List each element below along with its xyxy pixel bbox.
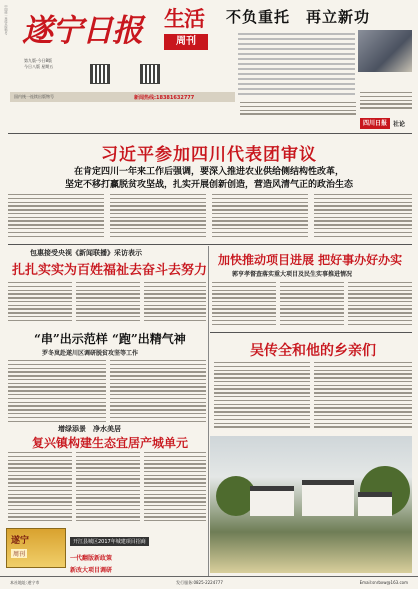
masthead-meta (24, 58, 53, 70)
promo-line: 新改大项目调研 (70, 567, 113, 574)
feature-body (314, 362, 412, 430)
column-divider (208, 246, 209, 576)
divider (8, 244, 412, 245)
editorial-source-badge (360, 118, 405, 129)
editorial-text-side (360, 92, 412, 111)
story-body (76, 282, 140, 324)
divider (8, 133, 412, 134)
lead-deck: 在肯定四川一年来工作后强调，要深入推进农业供给侧结构性改革， (73, 167, 344, 177)
footer-left: 本社地址:遂宁市 (10, 580, 40, 585)
story-body (348, 282, 412, 327)
promo-badge (6, 528, 66, 568)
editorial-headline: 不负重托 再立新功 (226, 8, 371, 26)
editorial-photo (358, 30, 412, 72)
story-body (144, 282, 206, 324)
masthead-side-notes: 中国统一连续出版物号 (4, 5, 8, 35)
story-headline: 扎扎实实为百姓福祉去奋斗去努力 (12, 263, 208, 278)
footer-mid: 发行服务:0825-2224777 (176, 580, 223, 585)
story-body (212, 282, 276, 327)
promo-line: 开江县城区2017年城建项目招商 (70, 537, 149, 546)
section-logo (164, 8, 212, 60)
promo-box (70, 528, 205, 574)
story-headline: 加快推动项目进展 把好事办好办实 (218, 253, 403, 267)
meta-line: 第九版-今日8版 (24, 58, 52, 63)
qr-code-icon (140, 64, 160, 84)
story-kicker: 包惠接受央视《新闻联播》采访表示 (30, 249, 142, 257)
story-body (280, 282, 344, 327)
promo-line: 一代翻版新政策 (70, 555, 113, 562)
lead-deck: 坚定不移打赢脱贫攻坚战，扎实开展创新创造，营造风清气正的政治生态 (64, 180, 353, 190)
lead-headline: 习近平参加四川代表团审议 (101, 145, 317, 165)
section-name: 生活 (164, 6, 204, 31)
lead-body-col (314, 194, 412, 239)
story-body (8, 452, 72, 524)
outlet-badge: 四川日报 (360, 118, 390, 129)
story-kicker: 增绿添景 净水美居 (58, 425, 121, 433)
meta-line: 今日八版 星期五 (24, 64, 54, 69)
lead-body-col (212, 194, 308, 239)
feature-body (214, 362, 310, 430)
divider (210, 332, 412, 333)
feature-headline: 吴传全和他的乡亲们 (250, 343, 376, 359)
editorial-text (238, 30, 355, 98)
story-body (8, 360, 106, 424)
story-body (8, 282, 72, 324)
editorial-text-cont (240, 102, 356, 117)
promo-badge-title: 遂宁 (11, 536, 30, 546)
story-body (110, 360, 206, 424)
page-footer (0, 576, 418, 589)
story-deck: 罗冬岚赴遂川区调研脱贫攻坚等工作 (42, 350, 139, 357)
story-body (144, 452, 206, 524)
footer-right: Email:snrbxw@163.com (359, 580, 408, 585)
story-body (76, 452, 140, 524)
story-deck: 郭亨孝督查落实重大项目及民生实事推进情况 (232, 271, 353, 278)
masthead-strip: 国内统一连续出版物号 (10, 92, 235, 102)
qr-code-icon (90, 64, 110, 84)
news-hotline: 新闻热线:18381632777 (134, 95, 195, 101)
story-headline: 复兴镇构建生态宜居产城单元 (32, 436, 189, 450)
story-headline: “串”出示范样 “跑”出精气神 (34, 332, 186, 346)
lead-body-col (8, 194, 104, 239)
section-label: 周刊 (164, 34, 208, 50)
lead-body-col (110, 194, 206, 239)
outlet-label: 社论 (393, 121, 406, 128)
paper-logo: 遂宁日报 (22, 13, 142, 49)
feature-photo (210, 436, 412, 573)
promo-badge-sub: 周刊 (13, 551, 26, 558)
